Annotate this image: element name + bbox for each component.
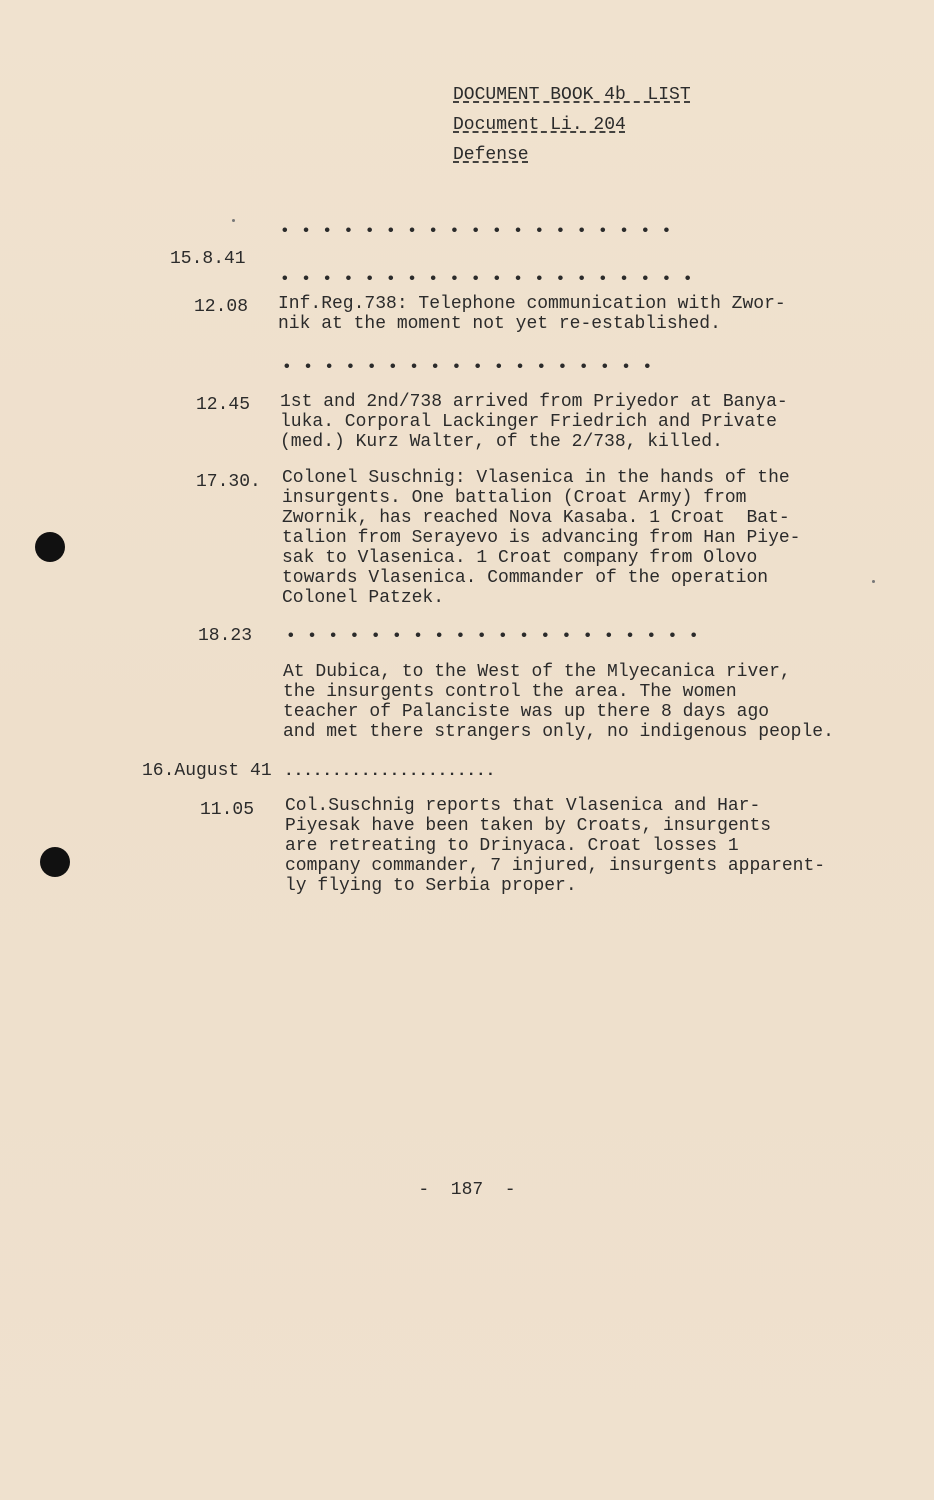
separator-dots: • • • • • • • • • • • • • • • • • • xyxy=(282,358,654,376)
entry-time: 18.23 xyxy=(198,626,253,646)
separator-dots: • • • • • • • • • • • • • • • • • • • • xyxy=(280,270,694,288)
stray-mark xyxy=(232,219,235,222)
entry-date: 16.August 41 xyxy=(142,761,272,781)
entry-text: Inf.Reg.738: Telephone communication with Zwor- nik at the moment not yet re-established. xyxy=(278,294,786,334)
document-header xyxy=(453,80,691,170)
header-title: DOCUMENT BOOK 4b LIST xyxy=(453,85,691,105)
header-document-number: Document Li. 204 xyxy=(453,115,626,135)
punch-hole xyxy=(35,532,65,562)
entry-time: 11.05 xyxy=(200,800,255,820)
entry-text: Col.Suschnig reports that Vlasenica and Har- Piyesak have been taken by Croats, insurgents are retreating to Drinyaca. Croat losses 1 company commander, 7 injured, insurgents apparent- ly flying to Serbia proper. xyxy=(285,796,826,896)
separator-dots: ...................... xyxy=(284,762,496,780)
page-number: - 187 - xyxy=(418,1180,516,1200)
stray-mark xyxy=(872,580,875,583)
entry-time: 12.08 xyxy=(194,297,249,317)
entry-text: 1st and 2nd/738 arrived from Priyedor at Banya- luka. Corporal Lackinger Friedrich and Private (med.) Kurz Walter, of the 2/738, killed. xyxy=(280,392,788,452)
entry-date: 15.8.41 xyxy=(170,249,246,269)
entry-text: Colonel Suschnig: Vlasenica in the hands of the insurgents. One battalion (Croat Army) from Zwornik, has reached Nova Kasaba. 1 Croat Bat- talion from Serayevo is advancing from Han Piye- sak to Vlasenica. 1 Croat company from Olovo towards Vlasenica. Commander of the operation Colonel Patzek. xyxy=(282,468,801,608)
entry-time: 12.45 xyxy=(196,395,251,415)
separator-dots: • • • • • • • • • • • • • • • • • • • • xyxy=(286,627,700,645)
entry-text: At Dubica, to the West of the Mlyecanica river, the insurgents control the area. The women teacher of Palanciste was up there 8 days ago and met there strangers only, no indigenous people. xyxy=(283,662,834,742)
punch-hole xyxy=(40,847,70,877)
entry-time: 17.30. xyxy=(196,472,261,492)
separator-dots: • • • • • • • • • • • • • • • • • • • xyxy=(280,222,673,240)
header-defense: Defense xyxy=(453,145,529,165)
